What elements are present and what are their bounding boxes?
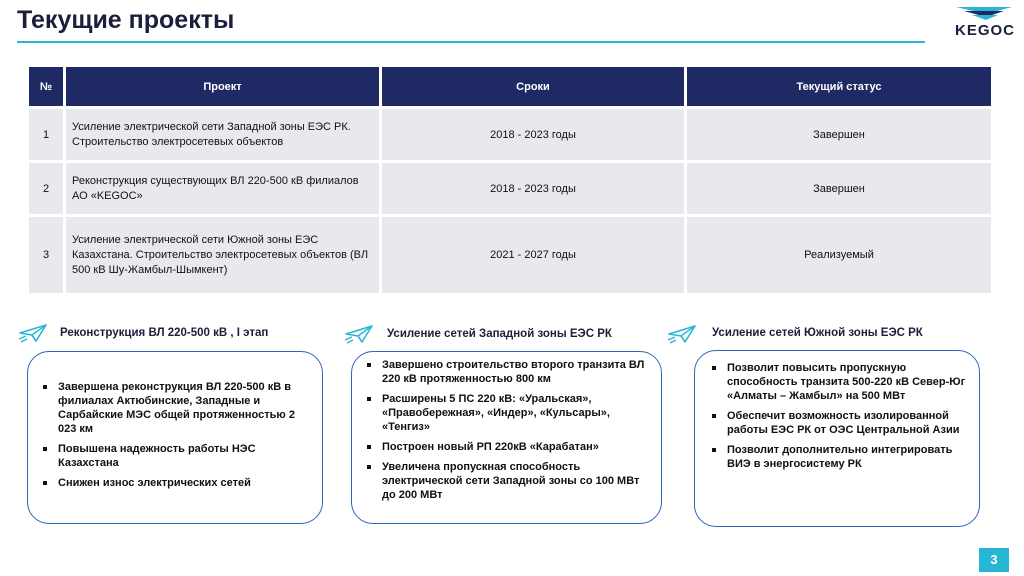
list-item: Расширены 5 ПС 220 кВ: «Уральская», «Правобережная», «Индер», «Кульсары», «Тенгиз» [362, 392, 649, 434]
list-item: Повышена надежность работы НЭС Казахстана [38, 442, 308, 470]
section-title-reconstruction: Реконструкция ВЛ 220-500 кВ , I этап [60, 327, 269, 339]
row-term: 2018 - 2023 годы [382, 163, 684, 214]
column-header-project: Проект [66, 67, 379, 106]
paper-plane-icon [344, 324, 374, 344]
list-item: Построен новый РП 220кВ «Карабатан» [362, 440, 649, 454]
list-item: Снижен износ электрических сетей [38, 476, 308, 490]
table-header-row [29, 67, 991, 106]
column-header-number: № [29, 67, 63, 106]
bullet-list [707, 361, 969, 471]
kegoc-wings-logo-icon [952, 4, 1016, 24]
table-row [29, 163, 991, 214]
row-project: Усиление электрической сети Южной зоны ЕЭС Казахстана. Строительство электросетевых объектов (ВЛ 500 кВ Шу-Жамбыл-Шымкент) [66, 217, 379, 293]
table-row [29, 217, 991, 293]
list-item: Позволит дополнительно интегрировать ВИЭ в энергосистему РК [707, 443, 969, 471]
card-reconstruction [27, 351, 323, 524]
title-underline [17, 41, 925, 43]
row-project: Усиление электрической сети Западной зоны ЕЭС РК. Строительство электросетевых объектов [66, 109, 379, 160]
row-term: 2021 - 2027 годы [382, 217, 684, 293]
page-number: 3 [979, 548, 1009, 572]
card-south-zone [694, 350, 980, 527]
row-number: 3 [29, 217, 63, 293]
list-item: Завершена реконструкция ВЛ 220-500 кВ в филиалах Актюбинские, Западные и Сарбайские МЭС общей протяженностью 2 023 км [38, 380, 308, 436]
logo-text: KEGOC [955, 22, 1016, 39]
row-number: 2 [29, 163, 63, 214]
section-title-south-zone: Усиление сетей Южной зоны ЕЭС РК [712, 327, 923, 339]
table-row [29, 109, 991, 160]
row-term: 2018 - 2023 годы [382, 109, 684, 160]
column-header-status: Текущий статус [687, 67, 991, 106]
card-west-zone [351, 351, 662, 524]
row-project: Реконструкция существующих ВЛ 220-500 кВ филиалов АО «KEGOC» [66, 163, 379, 214]
projects-table [26, 64, 994, 296]
page-title: Текущие проекты [17, 6, 235, 34]
column-header-term: Сроки [382, 67, 684, 106]
row-number: 1 [29, 109, 63, 160]
row-status: Реализуемый [687, 217, 991, 293]
section-title-west-zone: Усиление сетей Западной зоны ЕЭС РК [387, 328, 612, 340]
row-status: Завершен [687, 163, 991, 214]
row-status: Завершен [687, 109, 991, 160]
list-item: Увеличена пропускная способность электрической сети Западной зоны со 100 МВт до 200 МВт [362, 460, 649, 502]
bullet-list [362, 358, 649, 502]
bullet-list [38, 380, 308, 490]
list-item: Позволит повысить пропускную способность транзита 500-220 кВ Север-Юг «Алматы – Жамбыл» на 500 МВт [707, 361, 969, 403]
list-item: Обеспечит возможность изолированной работы ЕЭС РК от ОЭС Центральной Азии [707, 409, 969, 437]
company-logo [952, 4, 1016, 44]
paper-plane-icon [667, 324, 697, 344]
paper-plane-icon [18, 323, 48, 343]
list-item: Завершено строительство второго транзита ВЛ 220 кВ протяженностью 800 км [362, 358, 649, 386]
